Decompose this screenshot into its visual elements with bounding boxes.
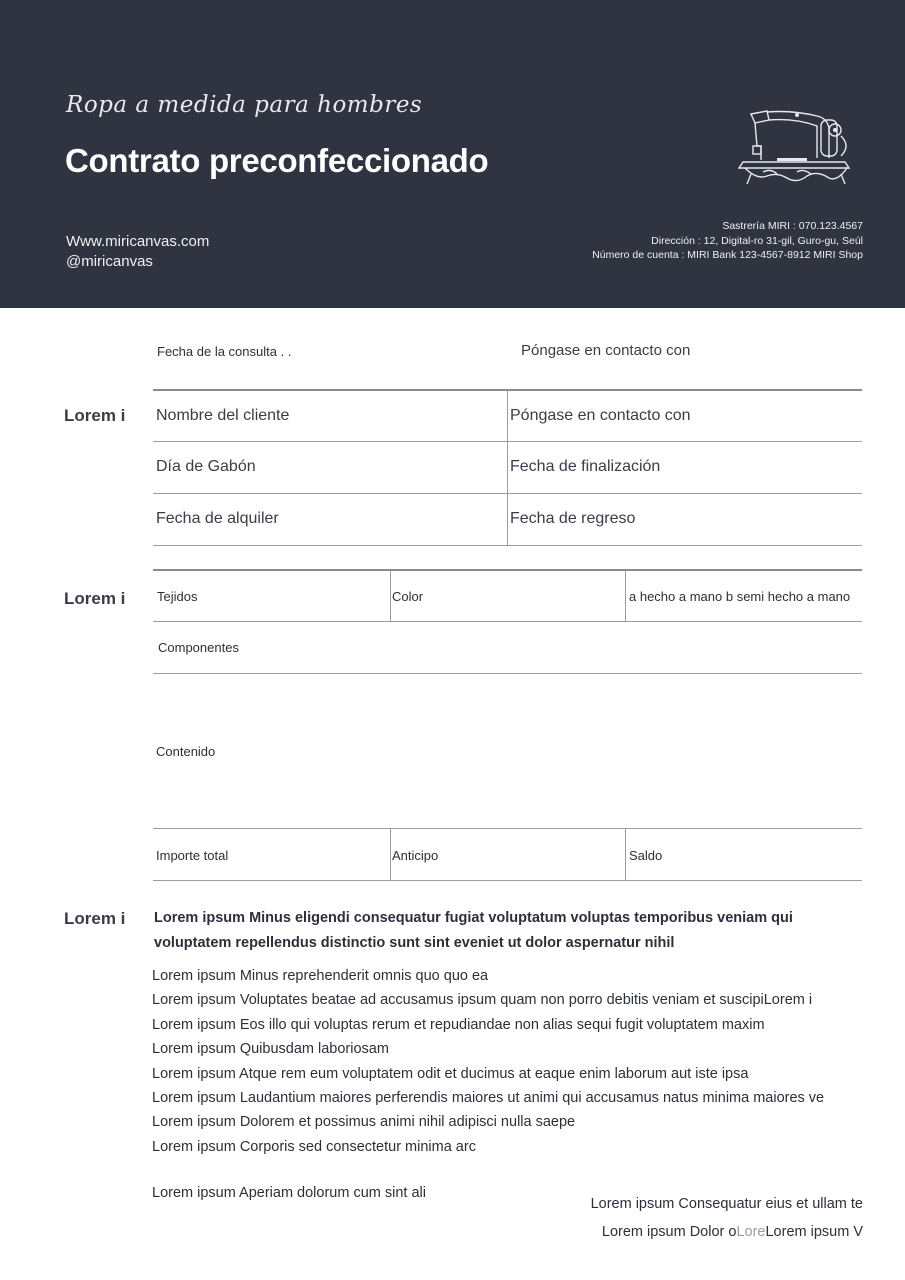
list-item: Lorem ipsum Corporis sed consectetur minima arc: [152, 1138, 476, 1155]
signature-right: [591, 1190, 863, 1246]
list-item: Lorem ipsum Minus reprehenderit omnis quo quo ea: [152, 968, 489, 984]
signature-line-2: [591, 1218, 863, 1246]
shop-address: Dirección : 12, Digital-ro 31-gil, Guro-gu, Seúl: [651, 234, 863, 247]
signature-line-1: Lorem ipsum Consequatur eius et ullam te: [590, 1196, 863, 1212]
shop-phone: Sastrería MIRI : 070.123.4567: [722, 220, 863, 232]
list-item: Lorem ipsum Atque rem eum voluptatem odit et ducimus at eaque enim laborum aut iste ipsa: [152, 1065, 749, 1082]
components-field[interactable]: Componentes: [158, 640, 239, 655]
completion-date-field[interactable]: Fecha de finalización: [510, 458, 661, 475]
rental-date-field[interactable]: Fecha de alquiler: [156, 510, 279, 527]
section-2-label: Lorem i: [64, 589, 126, 608]
balance-field[interactable]: Saldo: [629, 848, 663, 863]
advance-field[interactable]: Anticipo: [392, 848, 439, 863]
gabon-day-field[interactable]: Día de Gabón: [156, 458, 256, 475]
divider: [153, 545, 862, 546]
signature-text-c: Lorem ipsum V: [765, 1224, 863, 1240]
color-field[interactable]: Color: [392, 589, 424, 604]
list-item: Lorem ipsum Voluptates beatae ad accusamus ipsum quam non porro debitis veniam et suscipiLorem i: [152, 992, 813, 1009]
signature-text-a: Lorem ipsum Dolor o: [601, 1224, 737, 1240]
fabrics-field[interactable]: Tejidos: [157, 589, 198, 604]
divider: [153, 569, 862, 571]
section-1-label: Lorem i: [64, 406, 126, 425]
terms-heading: Lorem ipsum Minus eligendi consequatur fugiat voluptatum voluptas temporibus veniam qui voluptatem repellendus distinctio sunt sint eveniet ut dolor aspernatur nihil: [154, 910, 793, 951]
contact-label: Póngase en contacto con: [521, 342, 691, 359]
list-item: Lorem ipsum Laudantium maiores perferendis maiores ut animi qui accusamus natus minima maiores ve: [152, 1090, 825, 1107]
list-item: Lorem ipsum Quibusdam laboriosam: [152, 1041, 389, 1058]
bank-account: Número de cuenta : MIRI Bank 123-4567-8912 MIRI Shop: [592, 249, 863, 261]
divider: [507, 391, 508, 546]
sewing-machine-icon: [737, 106, 855, 188]
header-banner: [0, 0, 905, 308]
return-date-field[interactable]: Fecha de regreso: [510, 510, 636, 527]
page-title: Contrato preconfeccionado: [65, 142, 489, 179]
divider: [153, 673, 862, 674]
divider: [390, 571, 391, 622]
content-field[interactable]: Contenido: [156, 744, 216, 759]
divider: [153, 621, 862, 622]
divider: [153, 441, 862, 442]
signature-text-b: Lore: [736, 1224, 766, 1240]
divider: [625, 829, 626, 881]
divider: [390, 829, 391, 881]
divider: [153, 880, 862, 881]
social-handle[interactable]: @miricanvas: [66, 253, 153, 270]
divider: [153, 828, 862, 829]
terms-list: [152, 964, 824, 1159]
divider: [625, 571, 626, 622]
contact-field[interactable]: Póngase en contacto con: [510, 407, 691, 424]
list-item: Lorem ipsum Eos illo qui voluptas rerum et repudiandae non alias sequi fugit voluptatem maxim: [152, 1016, 765, 1033]
divider: [153, 493, 862, 494]
script-subtitle: Ropa a medida para hombres: [66, 92, 423, 118]
handmade-option-field[interactable]: a hecho a mano b semi hecho a mano: [629, 589, 851, 604]
client-name-field[interactable]: Nombre del cliente: [156, 407, 290, 424]
website-link[interactable]: Www.miricanvas.com: [66, 233, 210, 250]
list-item: Lorem ipsum Dolorem et possimus animi nihil adipisci nulla saepe: [152, 1114, 576, 1131]
consult-date-label: Fecha de la consulta . .: [157, 344, 292, 359]
total-amount-field[interactable]: Importe total: [156, 848, 229, 863]
section-3-label: Lorem i: [64, 909, 126, 928]
signature-left: Lorem ipsum Aperiam dolorum cum sint ali: [152, 1185, 426, 1201]
shop-info: [592, 219, 863, 263]
